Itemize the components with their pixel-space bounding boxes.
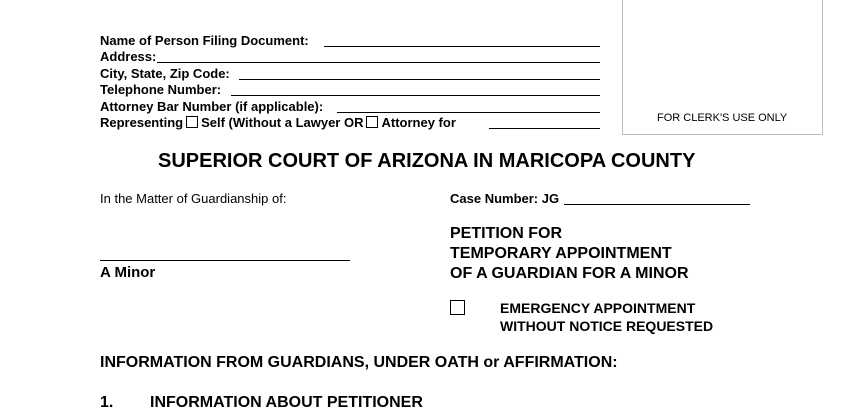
emergency-label — [500, 299, 713, 335]
name-label: Name of Person Filing Document: — [100, 33, 309, 48]
section-1-title: INFORMATION ABOUT PETITIONER — [150, 394, 423, 411]
address-field[interactable] — [157, 62, 600, 63]
petition-title-line-1: PETITION FOR — [450, 225, 562, 242]
emergency-checkbox[interactable] — [450, 300, 465, 315]
representing-label: Representing — [100, 115, 184, 130]
city-state-zip-label: City, State, Zip Code: — [100, 66, 230, 81]
petition-title-line-3: OF A GUARDIAN FOR A MINOR — [450, 265, 689, 282]
attorney-for-field[interactable] — [489, 128, 600, 129]
matter-label: In the Matter of Guardianship of: — [100, 191, 287, 206]
address-label: Address: — [100, 49, 157, 64]
attorney-label: Attorney for — [381, 115, 456, 130]
minor-label: A Minor — [100, 264, 156, 281]
petition-title-line-2: TEMPORARY APPOINTMENT — [450, 245, 672, 262]
representing-row — [100, 115, 456, 130]
court-title: SUPERIOR COURT OF ARIZONA IN MARICOPA COUNTY — [158, 150, 696, 172]
section-1-number: 1. — [100, 394, 114, 411]
telephone-field[interactable] — [231, 95, 600, 96]
emergency-line-2: WITHOUT NOTICE REQUESTED — [500, 318, 714, 334]
emergency-line-1: EMERGENCY APPOINTMENT — [500, 300, 696, 316]
name-field[interactable] — [324, 46, 600, 47]
telephone-label: Telephone Number: — [100, 82, 222, 97]
petition-title — [450, 224, 689, 284]
minor-name-field[interactable] — [100, 260, 350, 261]
city-state-zip-field[interactable] — [239, 79, 600, 80]
bar-number-field[interactable] — [337, 112, 600, 113]
case-number-field[interactable] — [564, 204, 750, 205]
bar-number-label: Attorney Bar Number (if applicable): — [100, 99, 324, 114]
case-number-label: Case Number: JG — [450, 191, 560, 206]
attorney-checkbox[interactable] — [366, 116, 378, 128]
self-label: Self (Without a Lawyer OR — [201, 115, 364, 130]
section-heading: INFORMATION FROM GUARDIANS, UNDER OATH or AFFIRMATION: — [100, 354, 618, 371]
self-checkbox[interactable] — [186, 116, 198, 128]
clerks-use-label: FOR CLERK'S USE ONLY — [657, 112, 788, 124]
